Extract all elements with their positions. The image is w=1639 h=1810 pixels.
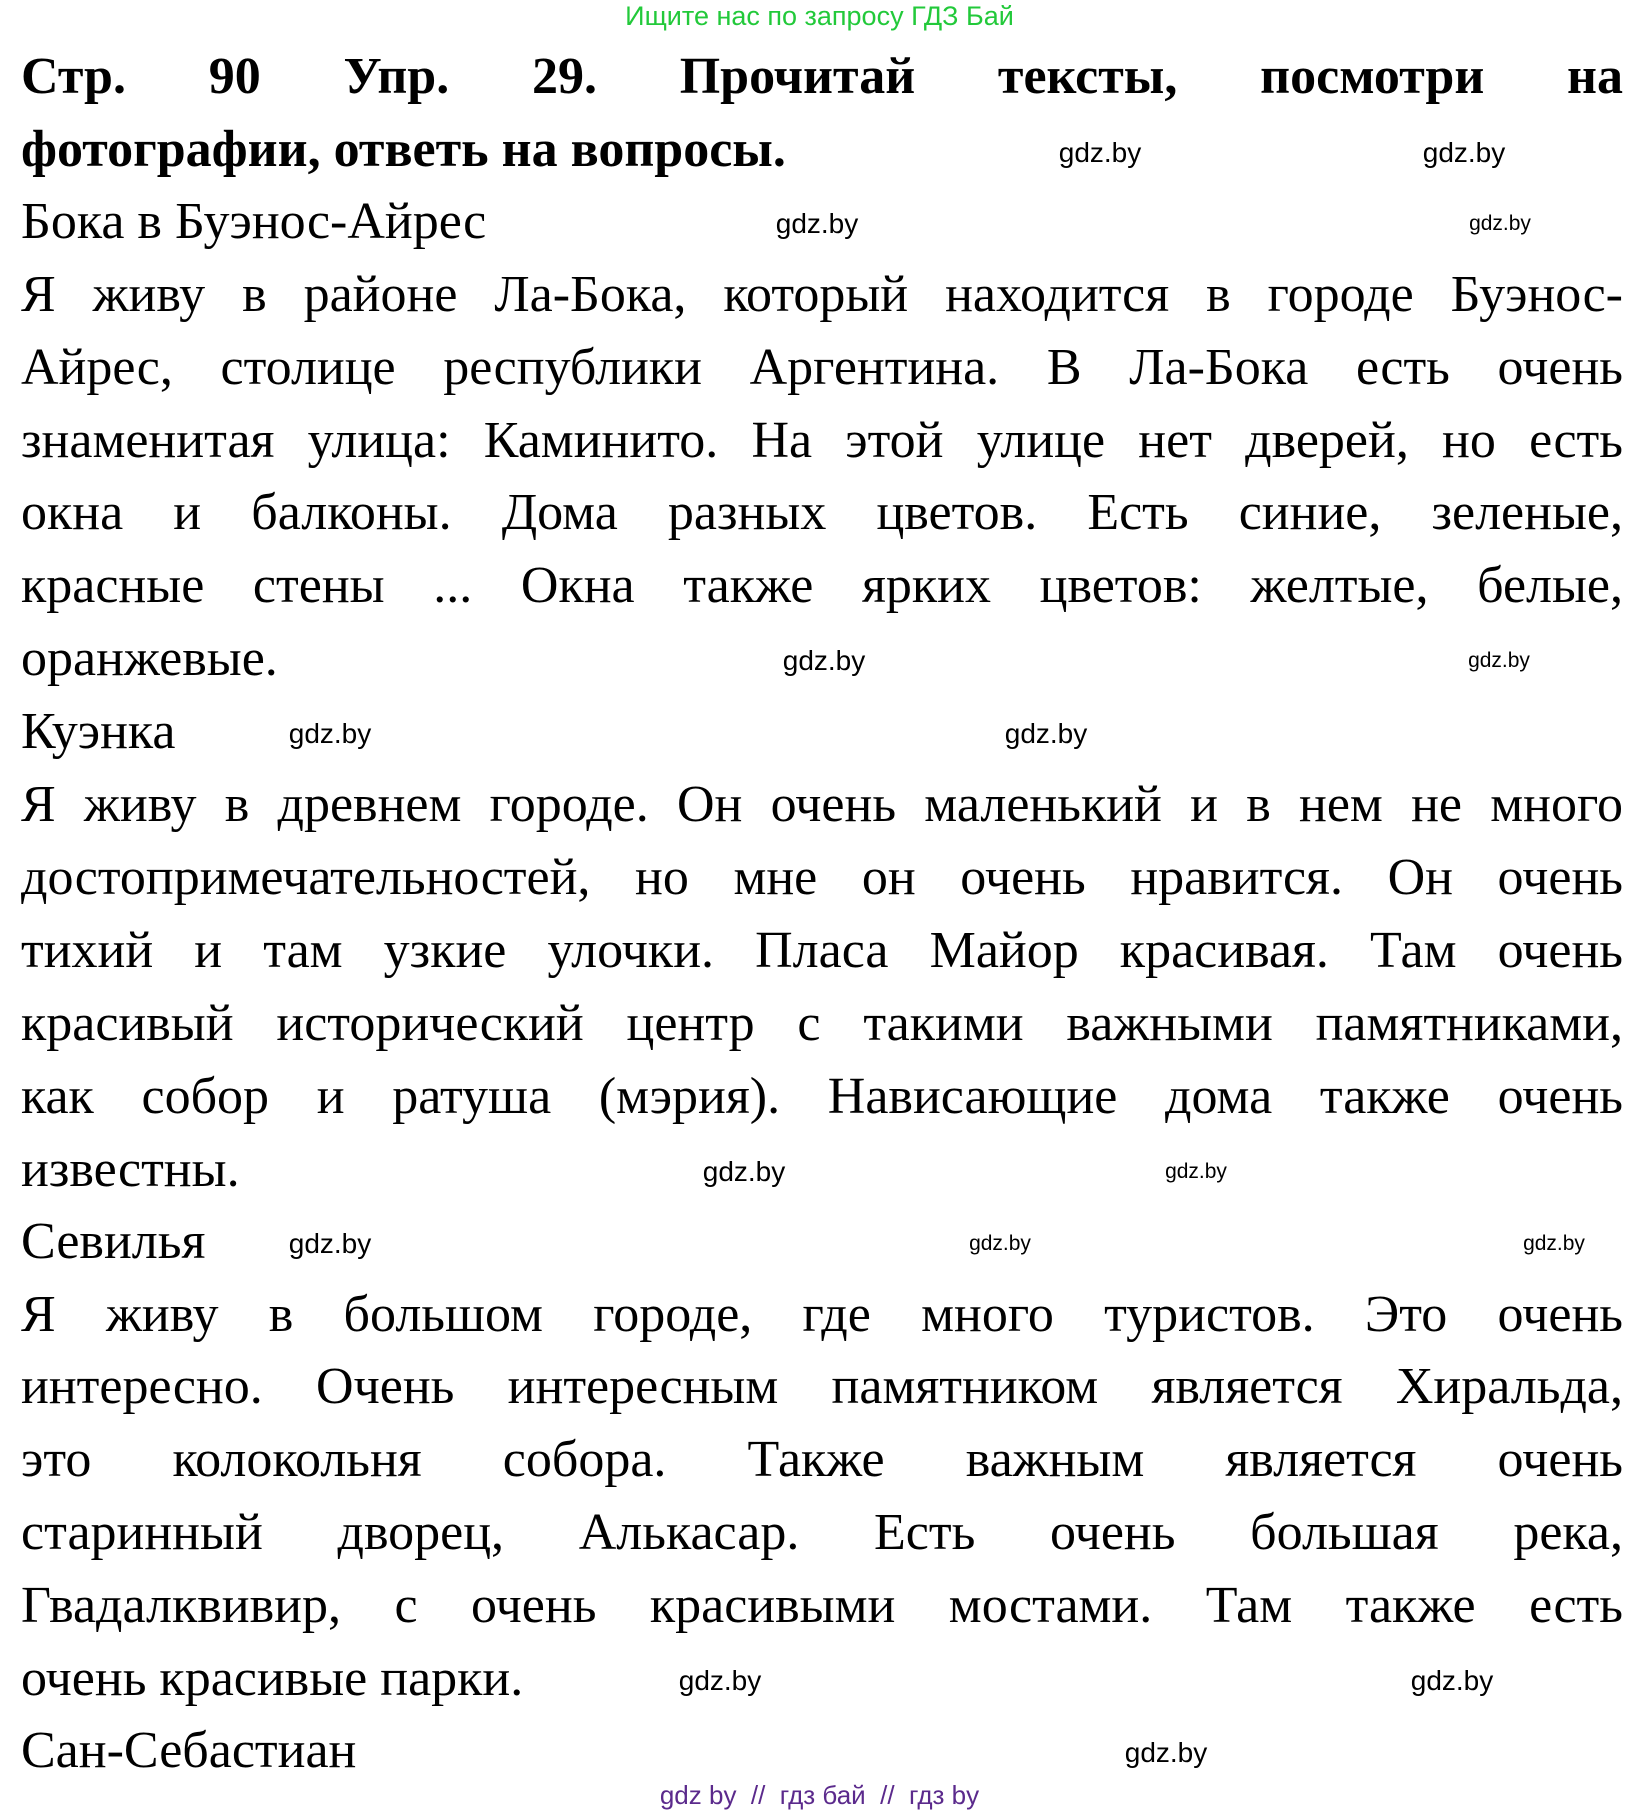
watermark: gdz.by	[678, 1665, 762, 1696]
text-line: Айрес, столице республики Аргентина. В Ла-Бока есть очень	[21, 339, 1623, 396]
section-heading: Бока в Буэнос-Айрес	[21, 193, 487, 250]
watermark: gdz.by	[288, 718, 372, 749]
text-line: Гвадалквивир, с очень красивыми мостами. Там также есть	[21, 1577, 1623, 1634]
text-line: это колокольня собора. Также важным является очень	[21, 1431, 1623, 1488]
watermark: gdz.by	[1165, 1160, 1227, 1183]
header-banner: Ищите нас по запросу ГДЗ Бай	[625, 1, 1014, 31]
watermark: gdz.by	[1422, 137, 1506, 168]
title-line-1: Стр. 90 Упр. 29. Прочитай тексты, посмотри на	[21, 48, 1623, 105]
text-line: знаменитая улица: Каминито. На этой улице нет дверей, но есть	[21, 412, 1623, 469]
watermark: gdz.by	[702, 1156, 786, 1187]
text-line: Я живу в древнем городе. Он очень маленький и в нем не много	[21, 776, 1623, 833]
watermark: gdz.by	[1004, 718, 1088, 749]
watermark: gdz.by	[1058, 137, 1142, 168]
text-line: известны.	[21, 1141, 240, 1198]
section-heading: Куэнка	[21, 703, 176, 760]
watermark: gdz.by	[1523, 1232, 1585, 1255]
watermark: gdz.by	[782, 645, 866, 676]
watermark: gdz.by	[775, 208, 859, 239]
watermark: gdz.by	[1124, 1737, 1208, 1768]
text-line: очень красивые парки.	[21, 1650, 524, 1707]
text-line: старинный дворец, Алькасар. Есть очень большая река,	[21, 1504, 1623, 1561]
section-heading: Севилья	[21, 1213, 206, 1270]
watermark: gdz.by	[1468, 649, 1530, 672]
text-line: красные стены ... Окна также ярких цветов: желтые, белые,	[21, 557, 1623, 614]
text-line: окна и балконы. Дома разных цветов. Есть синие, зеленые,	[21, 484, 1623, 541]
section-heading: Сан-Себастиан	[21, 1722, 357, 1779]
watermark: gdz.by	[1410, 1665, 1494, 1696]
footer-links: gdz by // гдз бай // гдз by	[659, 1780, 980, 1810]
watermark: gdz.by	[288, 1228, 372, 1259]
text-line: Я живу в районе Ла-Бока, который находится в городе Буэнос-	[21, 266, 1623, 323]
text-line: достопримечательностей, но мне он очень нравится. Он очень	[21, 849, 1623, 906]
text-line: красивый исторический центр с такими важными памятниками,	[21, 995, 1623, 1052]
text-line: интересно. Очень интересным памятником является Хиральда,	[21, 1358, 1623, 1415]
title-line-2: фотографии, ответь на вопросы.	[21, 121, 786, 178]
text-line: как собор и ратуша (мэрия). Нависающие дома также очень	[21, 1068, 1623, 1125]
text-line: Я живу в большом городе, где много туристов. Это очень	[21, 1286, 1623, 1343]
text-line: оранжевые.	[21, 630, 278, 687]
watermark: gdz.by	[1469, 212, 1531, 235]
text-line: тихий и там узкие улочки. Пласа Майор красивая. Там очень	[21, 922, 1623, 979]
watermark: gdz.by	[969, 1232, 1031, 1255]
